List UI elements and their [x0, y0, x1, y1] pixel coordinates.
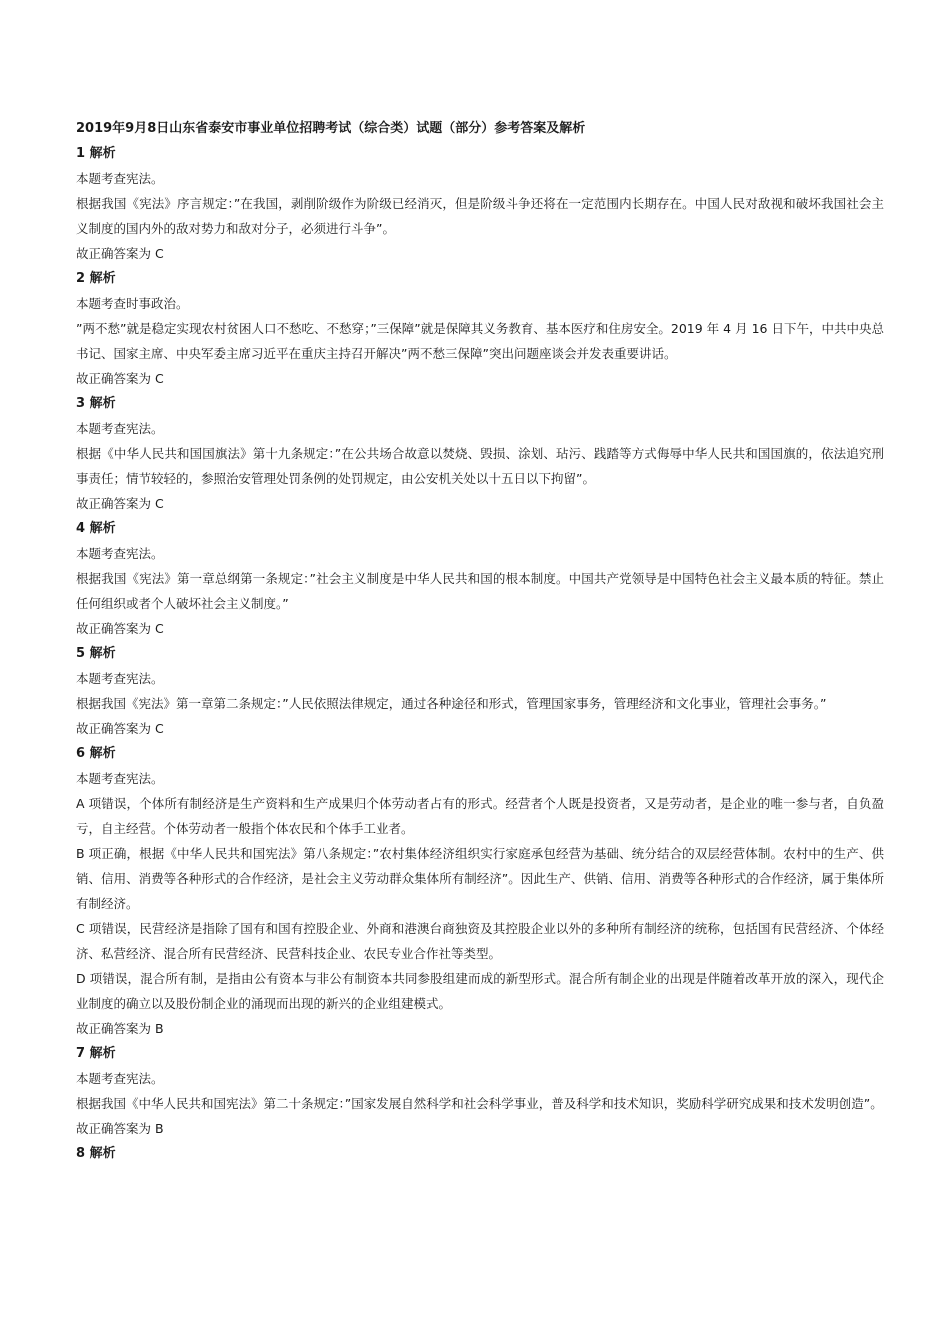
section-line: 本题考查宪法。	[76, 171, 164, 186]
section-answer: 故正确答案为 B	[76, 1021, 164, 1036]
section-answer: 故正确答案为 C	[76, 721, 164, 736]
section-line: 根据我国《宪法》第一章总纲第一条规定：”社会主义制度是中华人民共和国的根本制度。中国共产党领导是中国特色社会主义最本质的特征。禁止任何组织或者个人破坏社会主义制度。”	[76, 571, 884, 611]
section-heading: 5 解析	[76, 646, 116, 661]
document-page	[76, 116, 884, 1166]
section-line: D 项错误，混合所有制，是指由公有资本与非公有制资本共同参股组建而成的新型形式。混合所有制企业的出现是伴随着改革开放的深入，现代企业制度的确立以及股份制企业的涌现而出现的新兴的企业组建模式。	[76, 971, 884, 1011]
section-line: 根据我国《中华人民共和国宪法》第二十条规定：”国家发展自然科学和社会科学事业，普及科学和技术知识，奖励科学研究成果和技术发明创造”。	[76, 1096, 883, 1111]
section-line: ”两不愁”就是稳定实现农村贫困人口不愁吃、不愁穿；”三保障”就是保障其义务教育、基本医疗和住房安全。2019 年 4 月 16 日下午，中共中央总书记、国家主席、中央军委主席习近平在重庆主持召开解决”两不愁三保障”突出问题座谈会并发表重要讲话。	[76, 321, 884, 361]
section-heading: 8 解析	[76, 1146, 116, 1161]
section-line: 本题考查宪法。	[76, 1071, 164, 1086]
section-line: A 项错误，个体所有制经济是生产资料和生产成果归个体劳动者占有的形式。经营者个人既是投资者，又是劳动者，是企业的唯一参与者，自负盈亏，自主经营。个体劳动者一般指个体农民和个体手工业者。	[76, 796, 884, 836]
answer-section-5	[76, 641, 884, 741]
section-line: 本题考查宪法。	[76, 671, 164, 686]
section-line: 根据我国《宪法》序言规定：”在我国，剥削阶级作为阶级已经消灭，但是阶级斗争还将在一定范围内长期存在。中国人民对敌视和破坏我国社会主义制度的国内外的敌对势力和敌对分子，必须进行斗争”。	[76, 196, 884, 236]
answer-section-8	[76, 1141, 884, 1166]
section-heading: 1 解析	[76, 146, 116, 161]
section-line: B 项正确，根据《中华人民共和国宪法》第八条规定：”农村集体经济组织实行家庭承包经营为基础、统分结合的双层经营体制。农村中的生产、供销、信用、消费等各种形式的合作经济，是社会主义劳动群众集体所有制经济”。因此生产、供销、信用、消费等各种形式的合作经济，属于集体所有制经济。	[76, 846, 884, 911]
section-line: 本题考查宪法。	[76, 421, 164, 436]
answer-section-7	[76, 1041, 884, 1141]
section-answer: 故正确答案为 C	[76, 246, 164, 261]
answer-section-3	[76, 391, 884, 516]
section-line: 本题考查时事政治。	[76, 296, 189, 311]
section-heading: 7 解析	[76, 1046, 116, 1061]
section-heading: 4 解析	[76, 521, 116, 536]
section-line: 本题考查宪法。	[76, 546, 164, 561]
section-line: 根据《中华人民共和国国旗法》第十九条规定：”在公共场合故意以焚烧、毁损、涂划、玷污、践踏等方式侮辱中华人民共和国国旗的，依法追究刑事责任；情节较轻的，参照治安管理处罚条例的处罚规定，由公安机关处以十五日以下拘留”。	[76, 446, 884, 486]
answer-section-2	[76, 266, 884, 391]
document-title: 2019年9月8日山东省泰安市事业单位招聘考试（综合类）试题（部分）参考答案及解析	[76, 121, 586, 136]
section-heading: 3 解析	[76, 396, 116, 411]
answer-section-4	[76, 516, 884, 641]
section-line: C 项错误，民营经济是指除了国有和国有控股企业、外商和港澳台商独资及其控股企业以外的多种所有制经济的统称，包括国有民营经济、个体经济、私营经济、混合所有民营经济、民营科技企业、农民专业合作社等类型。	[76, 921, 884, 961]
section-line: 根据我国《宪法》第一章第二条规定：”人民依照法律规定，通过各种途径和形式，管理国家事务，管理经济和文化事业，管理社会事务。”	[76, 696, 827, 711]
section-answer: 故正确答案为 C	[76, 496, 164, 511]
section-heading: 6 解析	[76, 746, 116, 761]
section-answer: 故正确答案为 C	[76, 621, 164, 636]
section-answer: 故正确答案为 B	[76, 1121, 164, 1136]
section-line: 本题考查宪法。	[76, 771, 164, 786]
section-heading: 2 解析	[76, 271, 116, 286]
answer-section-1	[76, 141, 884, 266]
answer-section-6	[76, 741, 884, 1041]
section-answer: 故正确答案为 C	[76, 371, 164, 386]
